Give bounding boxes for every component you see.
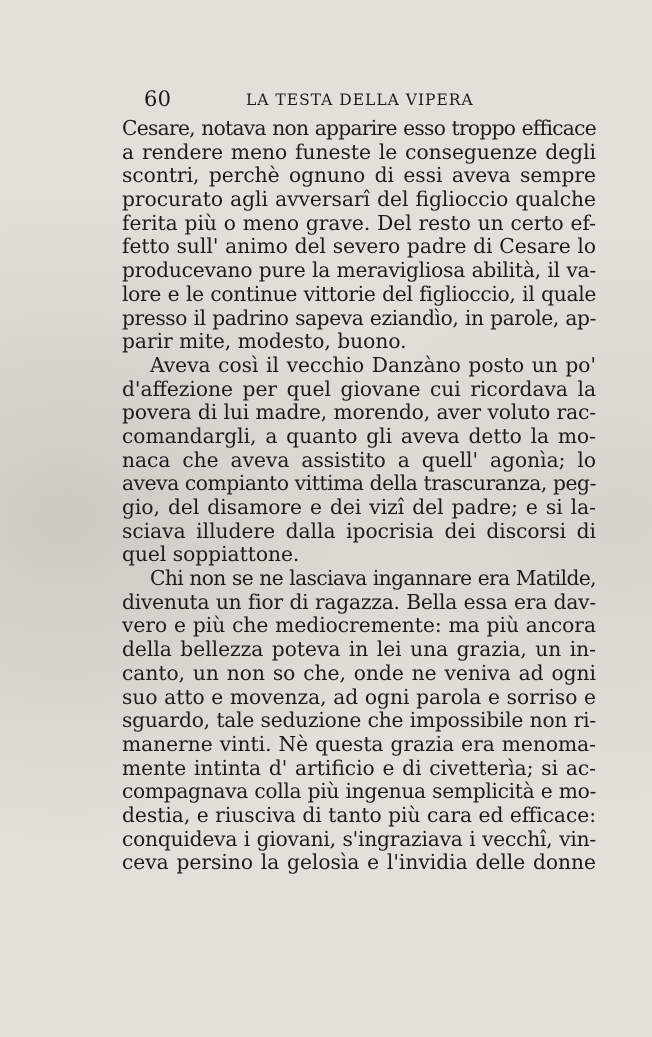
text-line: a rendere meno funeste le conseguenze degli [122, 139, 596, 164]
page-header [144, 86, 484, 112]
text-line: destia, e riusciva di tanto più cara ed efficace: [122, 802, 596, 827]
text-line: Cesare, notava non apparire esso troppo efficace [122, 116, 596, 140]
text-line: naca che aveva assistito a quell' agonìa; lo [122, 447, 596, 472]
body-text [122, 117, 596, 875]
text-line: povera di lui madre, morendo, aver voluto rac- [122, 400, 596, 425]
text-line: compagnava colla più ingenua semplicità e mo- [122, 779, 596, 804]
running-title: LA TESTA DELLA VIPERA [246, 91, 474, 109]
text-line: lore e le continue vittorie del figlioccio, il quale [122, 281, 596, 306]
text-line: fetto sull' animo del severo padre di Cesare lo [122, 234, 596, 259]
text-line: ceva persino la gelosìa e l'invidia delle donne [122, 850, 596, 875]
text-line: divenuta un fior di ragazza. Bella essa era dav- [122, 589, 596, 614]
text-line: vero e più che mediocremente: ma più ancora [122, 613, 596, 638]
text-line: presso il padrino sapeva eziandìo, in parole, ap- [122, 305, 596, 330]
text-line: Aveva così il vecchio Danzàno posto un po' [150, 352, 596, 377]
text-line: ferita più o meno grave. Del resto un certo ef- [122, 210, 596, 235]
text-line: scontri, perchè ognuno di essi aveva sempre [122, 163, 596, 188]
text-line: sciava illudere dalla ipocrisia dei discorsi di [122, 518, 596, 543]
text-line: aveva compianto vittima della trascuranza, peg- [122, 471, 596, 496]
text-line: d'affezione per quel giovane cui ricordava la [122, 376, 596, 401]
text-line: Chi non se ne lasciava ingannare era Matilde, [150, 566, 596, 591]
text-line: gio, del disamore e dei vizî del padre; e si la- [122, 495, 596, 519]
text-line: comandargli, a quanto gli aveva detto la mo- [122, 423, 596, 448]
text-line: quel soppiattone. [122, 542, 300, 567]
text-line: mente intinta d' artificio e di civetterìa; si ac- [122, 755, 596, 780]
text-line: canto, un non so che, onde ne veniva ad ogni [122, 660, 596, 685]
text-line: producevano pure la meravigliosa abilità, il va- [122, 258, 596, 283]
text-line: della bellezza poteva in lei una grazia, un in- [122, 637, 596, 662]
text-line: conquideva i giovani, s'ingraziava i vecchî, vin- [122, 826, 596, 851]
text-line: sguardo, tale seduzione che impossibile non ri- [122, 708, 596, 733]
text-line: suo atto e movenza, ad ogni parola e sorriso e [122, 684, 596, 709]
page-number: 60 [144, 87, 172, 111]
text-line: parir mite, modesto, buono. [122, 329, 407, 354]
text-line: procurato agli avversarî del figlioccio qualche [122, 187, 596, 212]
text-line: manerne vinti. Nè questa grazia era menoma- [122, 731, 596, 756]
